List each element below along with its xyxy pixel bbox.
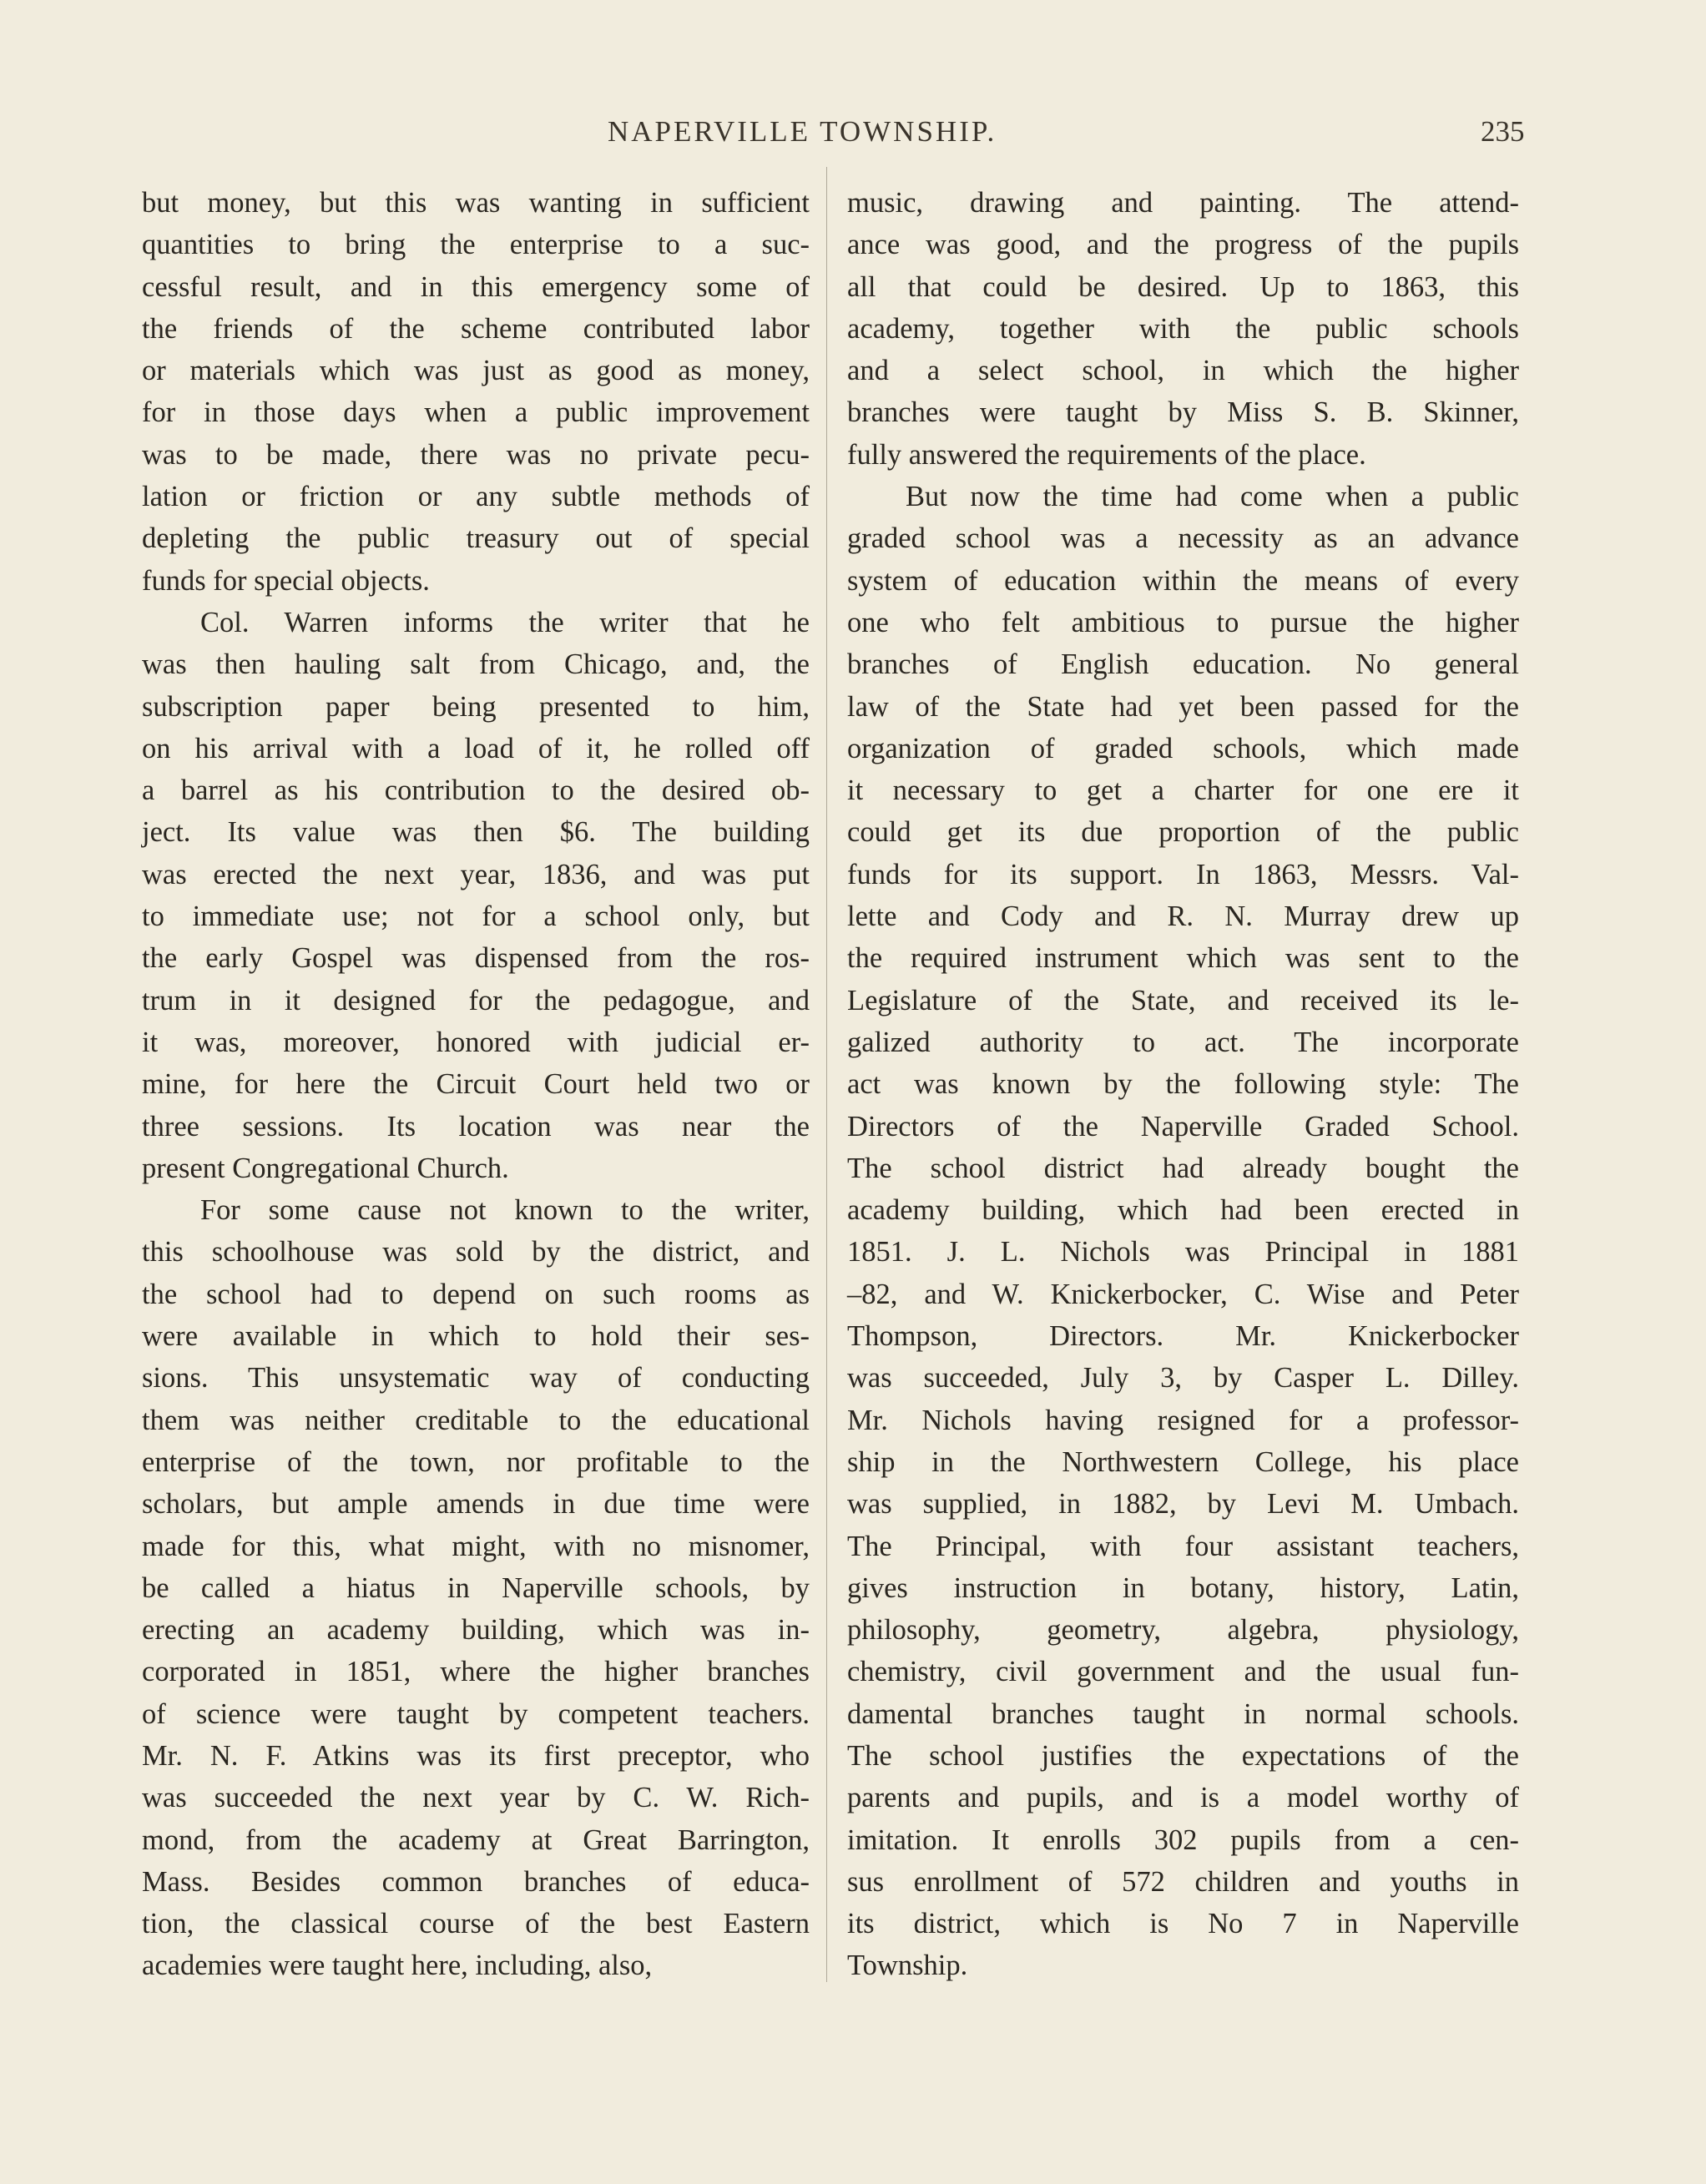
text-line: was succeeded the next year by C. W. Rich- [142, 1782, 810, 1814]
text-line: ship in the Northwestern College, his place [847, 1445, 1519, 1478]
text-line: was to be made, there was no private pecu- [142, 438, 810, 471]
text-line: gives instruction in botany, history, Latin, [847, 1571, 1519, 1604]
text-line: galized authority to act. The incorporate [847, 1026, 1519, 1058]
text-line: Col. Warren informs the writer that he [200, 606, 810, 638]
text-line: The school district had already bought the [847, 1152, 1519, 1184]
text-line: could get its due proportion of the public [847, 816, 1519, 849]
text-line: sus enrollment of 572 children and youths in [847, 1865, 1519, 1898]
text-line: was erected the next year, 1836, and was put [142, 858, 810, 890]
text-line: law of the State had yet been passed for the [847, 690, 1519, 723]
text-line: funds for special objects. [142, 564, 430, 597]
text-line: Mr. N. F. Atkins was its first preceptor, who [142, 1739, 810, 1772]
page-header [0, 115, 1706, 157]
text-line: music, drawing and painting. The attend- [847, 187, 1519, 219]
text-line: Township. [847, 1949, 968, 1982]
text-line: was supplied, in 1882, by Levi M. Umbach. [847, 1488, 1519, 1521]
text-line: was succeeded, July 3, by Casper L. Dilley. [847, 1362, 1519, 1395]
text-line: Legislature of the State, and received its le- [847, 984, 1519, 1016]
right-column [847, 182, 1519, 1987]
text-line: its district, which is No 7 in Naperville [847, 1908, 1519, 1940]
text-line: depleting the public treasury out of special [142, 522, 810, 555]
text-line: system of education within the means of every [847, 564, 1519, 597]
page-number: 235 [1481, 115, 1525, 148]
text-line: them was neither creditable to the educational [142, 1404, 810, 1436]
text-line: a barrel as his contribution to the desired ob- [142, 774, 810, 807]
column-divider [826, 167, 827, 1982]
text-line: For some cause not known to the writer, [200, 1194, 810, 1227]
text-line: the school had to depend on such rooms as [142, 1278, 810, 1310]
text-line: academy, together with the public schools [847, 312, 1519, 345]
text-line: to immediate use; not for a school only, but [142, 900, 810, 933]
text-line: The school justifies the expectations of the [847, 1739, 1519, 1772]
text-line: all that could be desired. Up to 1863, this [847, 270, 1519, 303]
text-line: ance was good, and the progress of the pupils [847, 229, 1519, 261]
text-line: scholars, but ample amends in due time were [142, 1488, 810, 1521]
text-line: and a select school, in which the higher [847, 355, 1519, 387]
text-line: the friends of the scheme contributed labor [142, 312, 810, 345]
text-line: on his arrival with a load of it, he rolled off [142, 732, 810, 764]
text-line: academies were taught here, including, also, [142, 1949, 653, 1982]
text-line: ject. Its value was then $6. The building [142, 816, 810, 849]
text-line: But now the time had come when a public [906, 481, 1519, 513]
text-line: branches of English education. No general [847, 648, 1519, 681]
running-head: NAPERVILLE TOWNSHIP. [608, 115, 997, 148]
text-line: philosophy, geometry, algebra, physiology, [847, 1614, 1519, 1647]
text-line: erecting an academy building, which was in- [142, 1614, 810, 1647]
text-line: sions. This unsystematic way of conducting [142, 1362, 810, 1395]
text-line: it necessary to get a charter for one ere it [847, 774, 1519, 807]
text-line: organization of graded schools, which made [847, 732, 1519, 764]
text-line: quantities to bring the enterprise to a suc- [142, 229, 810, 261]
text-line: Mr. Nichols having resigned for a professor- [847, 1404, 1519, 1436]
text-line: Directors of the Naperville Graded School. [847, 1110, 1519, 1142]
text-line: graded school was a necessity as an advance [847, 522, 1519, 555]
text-line: 1851. J. L. Nichols was Principal in 1881 [847, 1236, 1519, 1269]
text-line: be called a hiatus in Naperville schools, by [142, 1571, 810, 1604]
text-line: academy building, which had been erected in [847, 1194, 1519, 1227]
text-line: present Congregational Church. [142, 1152, 509, 1184]
text-line: the early Gospel was dispensed from the ros- [142, 942, 810, 975]
text-line: the required instrument which was sent to the [847, 942, 1519, 975]
text-line: one who felt ambitious to pursue the higher [847, 606, 1519, 638]
text-line: parents and pupils, and is a model worthy of [847, 1782, 1519, 1814]
text-line: lation or friction or any subtle methods of [142, 481, 810, 513]
text-line: trum in it designed for the pedagogue, and [142, 984, 810, 1016]
text-line: lette and Cody and R. N. Murray drew up [847, 900, 1519, 933]
text-line: was then hauling salt from Chicago, and, the [142, 648, 810, 681]
text-line: corporated in 1851, where the higher branches [142, 1656, 810, 1688]
text-line: mond, from the academy at Great Barrington, [142, 1823, 810, 1856]
text-line: for in those days when a public improvement [142, 396, 810, 429]
text-line: or materials which was just as good as money, [142, 355, 810, 387]
text-line: branches were taught by Miss S. B. Skinner, [847, 396, 1519, 429]
text-line: were available in which to hold their ses- [142, 1320, 810, 1353]
text-line: three sessions. Its location was near the [142, 1110, 810, 1142]
text-line: mine, for here the Circuit Court held two or [142, 1068, 810, 1101]
text-line: cessful result, and in this emergency some of [142, 270, 810, 303]
text-line: –82, and W. Knickerbocker, C. Wise and Peter [847, 1278, 1519, 1310]
text-line: fully answered the requirements of the place. [847, 438, 1366, 471]
text-line: subscription paper being presented to him, [142, 690, 810, 723]
text-line: made for this, what might, with no misnomer, [142, 1530, 810, 1562]
text-line: damental branches taught in normal schools. [847, 1697, 1519, 1730]
text-line: of science were taught by competent teachers. [142, 1697, 810, 1730]
text-line: Mass. Besides common branches of educa- [142, 1865, 810, 1898]
text-line: The Principal, with four assistant teachers, [847, 1530, 1519, 1562]
text-line: imitation. It enrolls 302 pupils from a cen- [847, 1823, 1519, 1856]
text-line: Thompson, Directors. Mr. Knickerbocker [847, 1320, 1519, 1353]
text-line: act was known by the following style: The [847, 1068, 1519, 1101]
text-line: enterprise of the town, nor profitable to the [142, 1445, 810, 1478]
left-column [142, 182, 810, 1987]
text-line: but money, but this was wanting in sufficient [142, 187, 810, 219]
text-line: funds for its support. In 1863, Messrs. Val- [847, 858, 1519, 890]
text-line: it was, moreover, honored with judicial er- [142, 1026, 810, 1058]
text-line: chemistry, civil government and the usual fun- [847, 1656, 1519, 1688]
text-line: tion, the classical course of the best Eastern [142, 1908, 810, 1940]
text-line: this schoolhouse was sold by the district, and [142, 1236, 810, 1269]
